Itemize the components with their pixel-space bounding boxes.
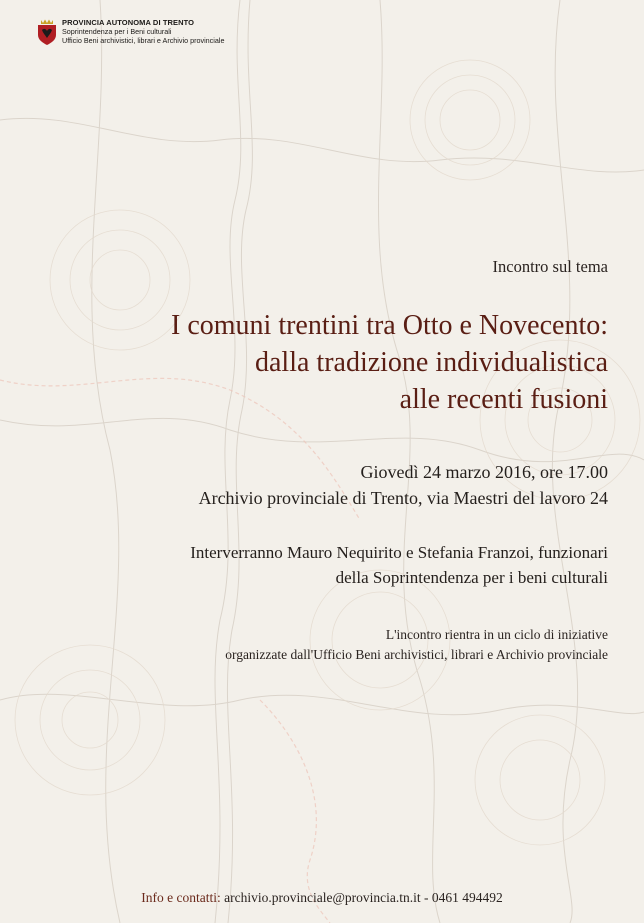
header [36, 18, 224, 46]
event-note [225, 625, 608, 665]
speakers-line-2: della Soprintendenza per i beni culturali [335, 568, 608, 587]
org-name: PROVINCIA AUTONOMA DI TRENTO [62, 18, 195, 27]
event-title [171, 307, 608, 418]
event-venue: Archivio provinciale di Trento, via Maestri del lavoro 24 [198, 488, 608, 508]
note-line-2: organizzate dall'Ufficio Beni archivistici, librari e Archivio provinciale [225, 647, 608, 662]
coat-of-arms-icon [36, 18, 58, 46]
contacts-separator: - [420, 890, 432, 905]
event-intro: Incontro sul tema [492, 257, 608, 276]
contacts [0, 890, 644, 906]
header-text [62, 18, 224, 45]
speakers-line-1: Interverranno Mauro Nequirito e Stefania Franzoi, funzionari [190, 543, 608, 562]
note-line-1: L'incontro rientra in un ciclo di iniziative [385, 627, 608, 642]
dept-line: Soprintendenza per i Beni culturali [62, 27, 172, 36]
contacts-email[interactable]: archivio.provinciale@provincia.tn.it [224, 890, 421, 905]
title-line-3: alle recenti fusioni [399, 384, 608, 415]
office-line: Ufficio Beni archivistici, librari e Archivio provinciale [62, 36, 225, 45]
event-speakers [190, 540, 608, 590]
event-details [199, 459, 608, 511]
event-datetime: Giovedì 24 marzo 2016, ore 17.00 [360, 462, 608, 482]
contacts-phone: 0461 494492 [431, 890, 503, 905]
title-line-2: dalla tradizione individualistica [255, 347, 608, 378]
title-line-1: I comuni trentini tra Otto e Novecento: [171, 310, 608, 341]
contacts-label: Info e contatti: [141, 890, 221, 905]
